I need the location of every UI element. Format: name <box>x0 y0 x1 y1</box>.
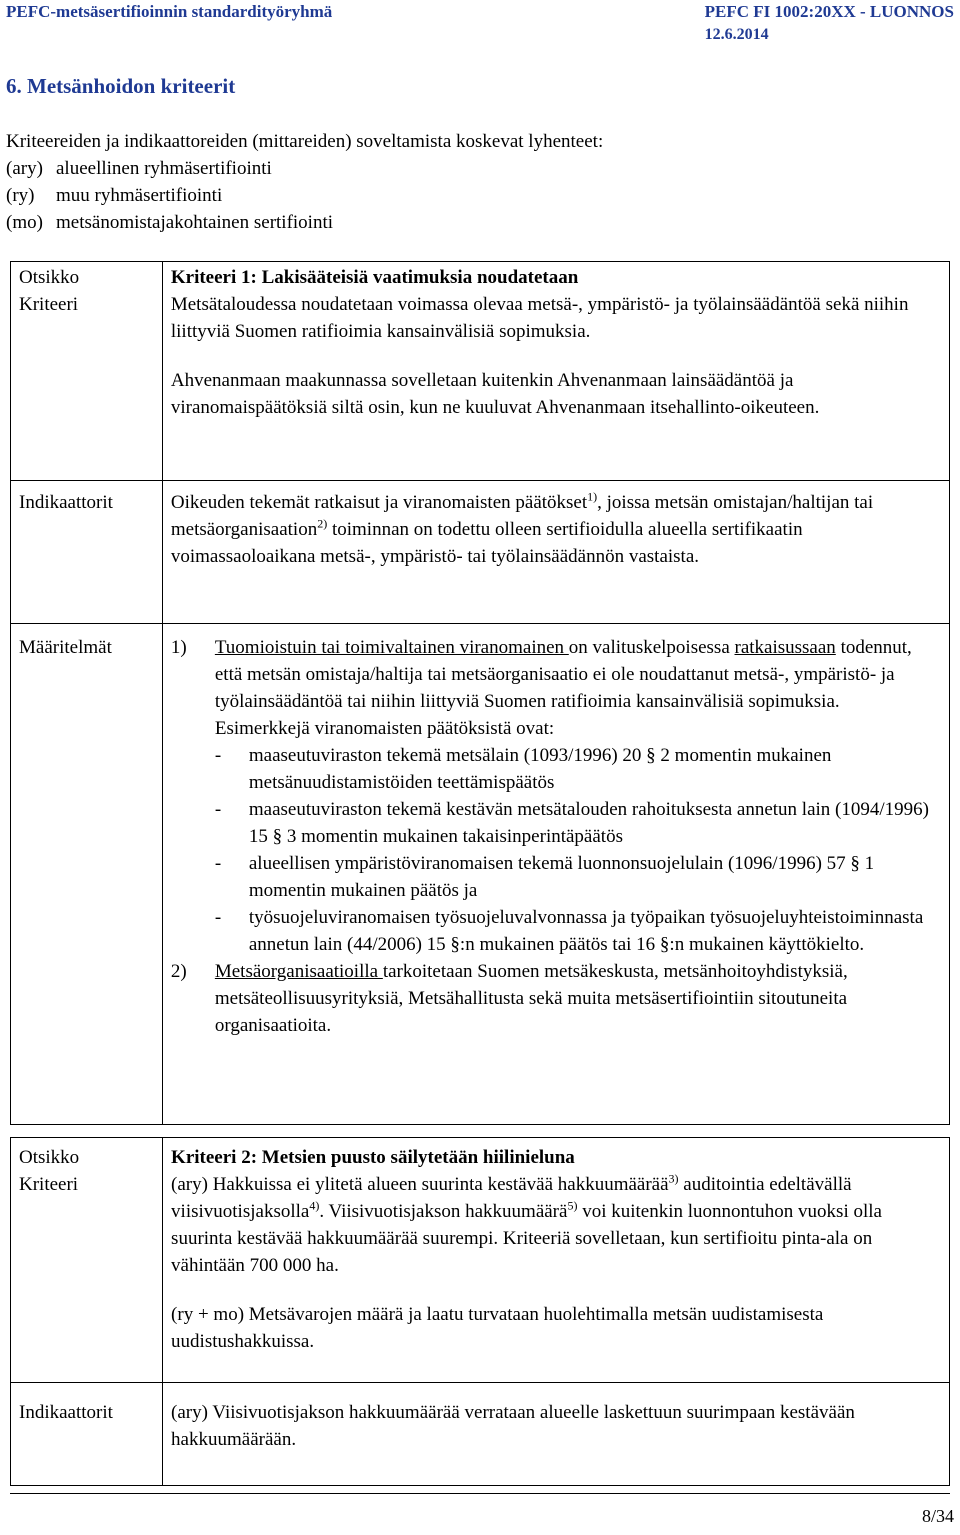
indicator-part: Oikeuden tekemät ratkaisut ja viranomaisten päätökset <box>170 492 588 513</box>
definition-number: 1) <box>170 637 187 658</box>
list-item: - maaseutuviraston tekemä metsälain (1093/1996) 20 § 2 momentin mukainen metsänuudistamistöiden teettämispäätös <box>214 745 832 793</box>
definition-item <box>171 634 933 958</box>
criterion-2-content <box>163 1138 950 1383</box>
criterion-2-title: Kriteeri 2: Metsien puusto säilytetään hiilinieluna <box>171 1147 575 1168</box>
label-cell <box>11 1138 163 1383</box>
page-number: 8/34 <box>921 1506 954 1526</box>
footnote-ref: 4) <box>309 1198 320 1213</box>
abbrev-text: muu ryhmäsertifiointi <box>56 185 223 206</box>
header-date: 12.6.2014 <box>704 26 769 43</box>
table-row <box>11 262 950 481</box>
definition-number: 2) <box>170 961 187 982</box>
table-row <box>11 1138 950 1383</box>
indicator-text <box>171 489 933 570</box>
footnote-ref: 5) <box>567 1198 578 1213</box>
label-kriteeri: Kriteeri <box>19 1174 79 1195</box>
page-header <box>6 2 954 44</box>
label-indikaattorit: Indikaattorit <box>19 1402 113 1423</box>
footer-divider <box>10 1493 950 1494</box>
defined-term: Tuomioistuin tai toimivaltainen viranomainen <box>214 637 569 658</box>
abbrev-text: alueellinen ryhmäsertifiointi <box>56 158 272 179</box>
criterion-1-aland-text: Ahvenanmaan maakunnassa sovelletaan kuitenkin Ahvenanmaan lainsäädäntöä ja viranomaispäätöksiä siltä osin, kun ne kuuluvat Ahvenanmaan itsehallinto-oikeuteen. <box>170 370 820 418</box>
label-cell <box>11 624 163 1125</box>
text-part: auditointia edeltävällä viisivuotisjaksolla <box>171 1174 852 1222</box>
indicator-part: toiminnan on todettu olleen sertifioidulla alueella sertifikaatin voimassaoloaikana metsä-, ympäristö- tai työlainsäädännön vastaista. <box>170 519 803 567</box>
abbrev-text: metsänomistajakohtainen sertifiointi <box>56 212 334 233</box>
intro-line: Kriteereiden ja indikaattoreiden (mittareiden) soveltamista koskevat lyhenteet: <box>6 131 604 152</box>
list-item: - alueellisen ympäristöviranomaisen tekemä luonnonsuojelulain (1096/1996) 57 § 1 momentin mukainen päätös ja <box>214 853 875 901</box>
criterion-1-table <box>10 261 950 1125</box>
table-row <box>11 624 950 1125</box>
definitions-list <box>171 634 933 1039</box>
label-cell <box>11 1383 163 1486</box>
footnote-ref: 3) <box>668 1171 679 1186</box>
list-item: - maaseutuviraston tekemä kestävän metsätalouden rahoituksesta annetun lain (1094/1996) 15 § 3 momentin mukainen takaisinperintäpäätös <box>214 799 929 847</box>
criterion-2-table <box>10 1137 950 1486</box>
header-doc-id: PEFC FI 1002:20XX - LUONNOS <box>704 2 954 21</box>
header-left: PEFC-metsäsertifioinnin standardityöryhmä <box>6 2 333 21</box>
label-otsikko: Otsikko <box>19 267 80 288</box>
defined-term: ratkaisussaan <box>734 637 836 658</box>
definition-text: on valituskelpoisessa <box>568 637 735 658</box>
definition-item <box>171 958 933 1039</box>
criterion-1-text: Metsätaloudessa noudatetaan voimassa olevaa metsä-, ympäristö- ja työlainsäädäntöä sekä niihin liittyviä Suomen ratifioimia kansainvälisiä sopimuksia. <box>170 294 909 342</box>
definition-text: todennut, että metsän omistaja/haltija tai metsäorganisaatio ei ole noudattanut metsä-, ympäristö- ja työlainsäädäntöä tai niihin liittyviä Suomen ratifioimia kansainvälisiä sopimuksia. Esimerkkejä viranomaisten päätöksistä ovat: <box>214 637 912 739</box>
criterion-1-definitions <box>162 624 949 1125</box>
abbrev-code: (ry) <box>6 185 35 206</box>
list-item-text: maaseutuviraston tekemä kestävän metsätalouden rahoituksesta annetun lain (1094/1996) 15 § 3 momentin mukainen takaisinperintäpäätös <box>248 799 929 847</box>
list-item-text: alueellisen ympäristöviranomaisen tekemä luonnonsuojelulain (1096/1996) 57 § 1 momentin mukainen päätös ja <box>248 853 875 901</box>
criterion-1-indicators <box>162 481 949 624</box>
text-part: (ary) Hakkuissa ei ylitetä alueen suurinta kestävää hakkuumäärää <box>171 1174 669 1195</box>
footnote-ref: 1) <box>587 489 598 504</box>
header-right <box>705 2 954 44</box>
abbrev-row <box>6 155 603 182</box>
text-part: . Viisivuotisjakson hakkuumäärä <box>319 1201 568 1222</box>
intro-block <box>6 128 603 236</box>
definition-text: tarkoitetaan Suomen metsäkeskusta, metsänhoitoyhdistyksiä, metsäteollisuusyrityksiä, Metsähallitusta sekä muita metsäsertifiointiin sitoutuneita organisaatioita. <box>214 961 848 1036</box>
example-list <box>215 742 933 958</box>
text-part: voi kuitenkin luonnontuhon vuoksi olla suurinta kestävää hakkuumäärää suurempi. Kriteeriä sovelletaan, kun sertifioitu pinta-ala on vähintään 700 000 ha. <box>171 1201 882 1276</box>
abbrev-code: (ary) <box>6 158 43 179</box>
abbrev-row <box>6 182 603 209</box>
label-otsikko: Otsikko <box>19 1147 80 1168</box>
indicator-text: (ary) Viisivuotisjakson hakkuumäärää verrataan alueelle laskettuun suurimpaan kestävään hakkuumäärään. <box>171 1402 855 1450</box>
table-row <box>11 481 950 624</box>
label-maaritelmat: Määritelmät <box>19 637 112 658</box>
criterion-2-text <box>171 1171 933 1279</box>
table-row <box>11 1383 950 1486</box>
label-cell <box>11 262 163 481</box>
list-item: - työsuojeluviranomaisen työsuojeluvalvonnassa ja työpaikan työsuojeluyhteistoiminnasta annetun lain (44/2006) 15 §:n mukainen päätös tai 16 §:n mukainen käyttökielto. <box>214 907 924 955</box>
list-item-text: maaseutuviraston tekemä metsälain (1093/1996) 20 § 2 momentin mukainen metsänuudistamistöiden teettämispäätös <box>248 745 832 793</box>
abbrev-row <box>6 209 603 236</box>
abbrev-code: (mo) <box>6 212 43 233</box>
criterion-2-ry-mo-text: (ry + mo) Metsävarojen määrä ja laatu turvataan huolehtimalla metsän uudistamisesta uudistushakkuissa. <box>171 1304 824 1352</box>
footnote-ref: 2) <box>317 516 328 531</box>
criterion-2-indicators <box>163 1383 950 1486</box>
defined-term: Metsäorganisaatioilla <box>214 961 383 982</box>
list-item-text: työsuojeluviranomaisen työsuojeluvalvonnassa ja työpaikan työsuojeluyhteistoiminnasta annetun lain (44/2006) 15 §:n mukainen päätös tai 16 §:n mukainen käyttökielto. <box>248 907 924 955</box>
label-indikaattorit: Indikaattorit <box>19 492 113 513</box>
indicator-part: , joissa metsän omistajan/haltijan tai metsäorganisaation <box>170 492 874 540</box>
criterion-1-content <box>162 262 949 481</box>
label-cell <box>11 481 163 624</box>
label-kriteeri: Kriteeri <box>19 294 79 315</box>
section-title: 6. Metsänhoidon kriteerit <box>6 74 236 98</box>
criterion-1-title: Kriteeri 1: Lakisääteisiä vaatimuksia noudatetaan <box>170 267 579 288</box>
